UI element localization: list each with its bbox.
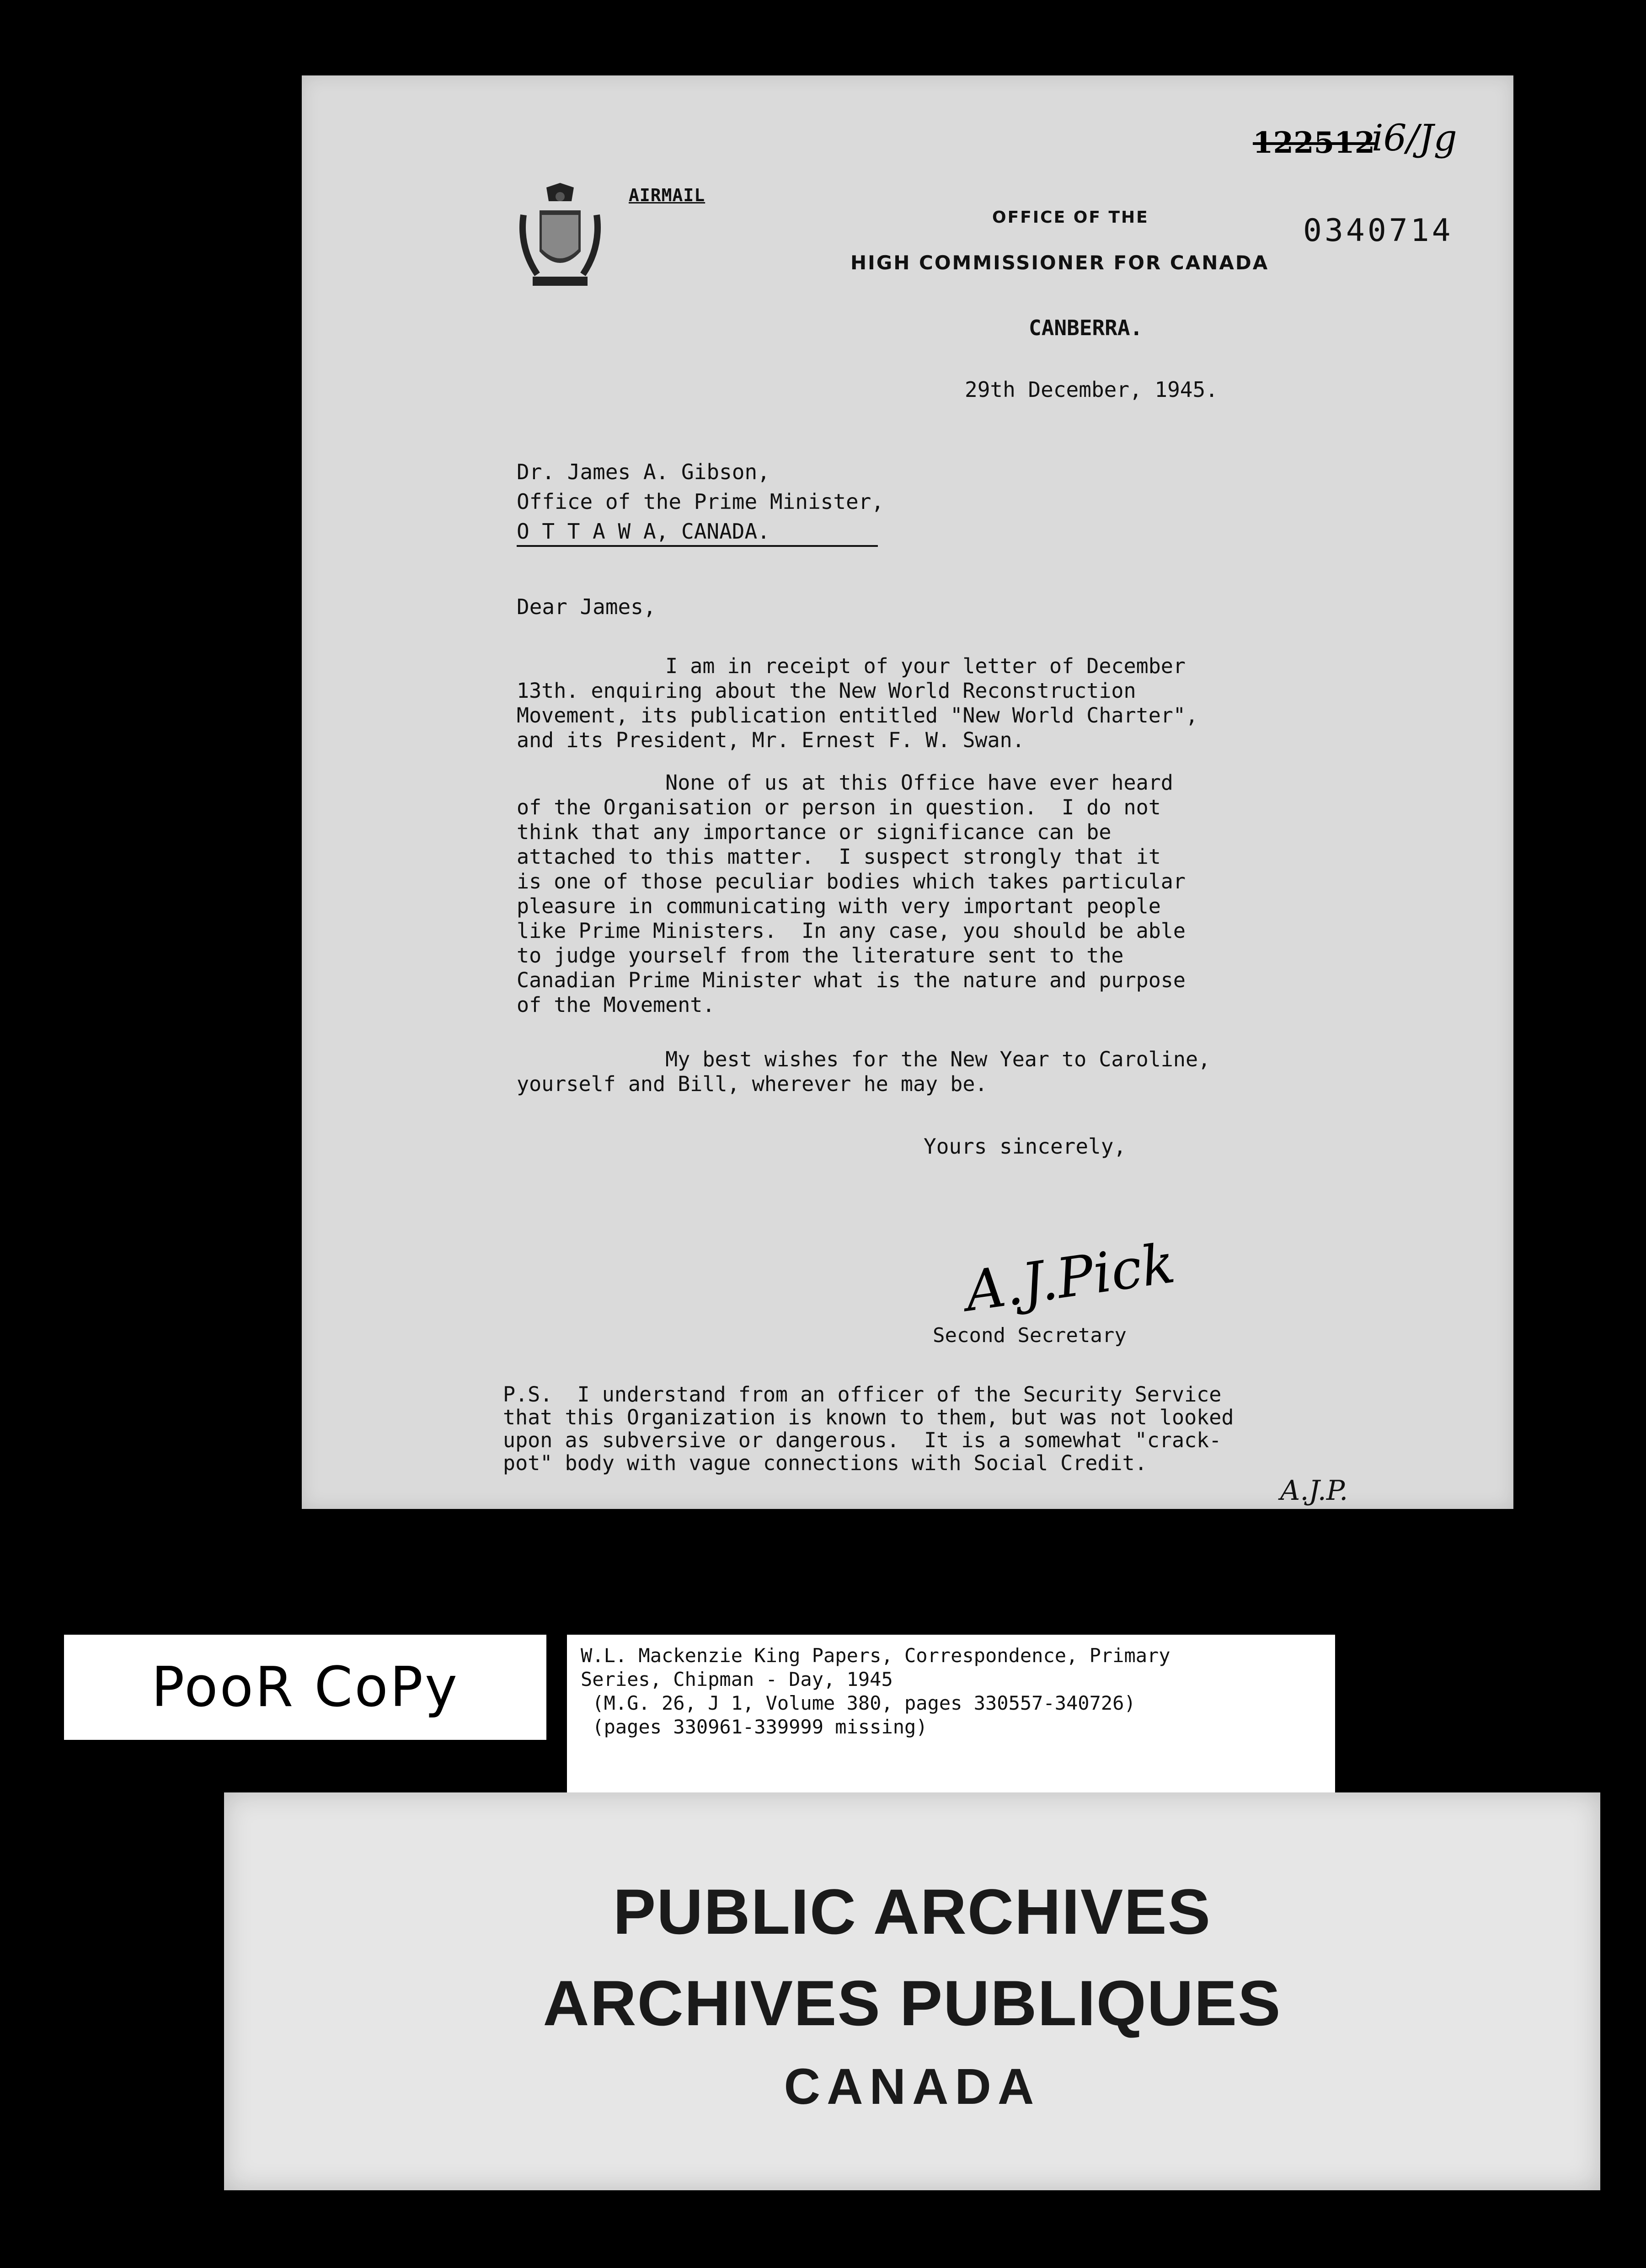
signature-title: Second Secretary: [933, 1324, 1127, 1347]
poor-copy-label: PooR CoPy: [64, 1635, 546, 1740]
archives-banner: [224, 1792, 1600, 2190]
letter-date: 29th December, 1945.: [965, 377, 1218, 402]
letterhead-line1: OFFICE OF THE: [992, 208, 1149, 227]
postscript: P.S. I understand from an officer of the Security Service that this Organization is known to them, but was not looked upon as subversive or dangerous. It is a somewhat "crack- pot" body with vague connections with Social Credit.: [503, 1382, 1234, 1475]
coat-of-arms-icon: [514, 183, 606, 293]
airmail-label: AIRMAIL: [629, 185, 705, 205]
handwritten-number: 122512: [1253, 126, 1375, 160]
address-line: Office of the Prime Minister,: [517, 489, 884, 514]
body-paragraph: My best wishes for the New Year to Caroline, yourself and Bill, wherever he may be.: [517, 1047, 1211, 1096]
handwritten-mark: i6/Jg: [1372, 117, 1457, 159]
address-underline: [517, 545, 878, 547]
letterhead-line2: HIGH COMMISSIONER FOR CANADA: [850, 251, 1269, 274]
banner-line2: ARCHIVES PUBLIQUES: [543, 1967, 1282, 2039]
banner-line1: PUBLIC ARCHIVES: [613, 1876, 1212, 1947]
city: CANBERRA.: [1029, 316, 1143, 340]
banner-line3: CANADA: [784, 2059, 1041, 2115]
initials: A.J.P.: [1280, 1475, 1348, 1507]
address-line: Dr. James A. Gibson,: [517, 460, 770, 484]
salutation: Dear James,: [517, 594, 656, 619]
body-paragraph: None of us at this Office have ever heard of the Organisation or person in question. I do not think that any importance or significance can be attached to this matter. I suspect strongly that it is one of those peculiar bodies which takes particular pleasure in communicating with very important people like Prime Ministers. In any case, you should be able to judge yourself from the literature sent to the Canadian Prime Minister what is the nature and purpose of the Movement.: [517, 770, 1186, 1017]
signature: A.J.Pick: [961, 1231, 1179, 1324]
body-paragraph: I am in receipt of your letter of December 13th. enquiring about the New World Reconstruction Movement, its publication entitled "New World Charter", and its President, Mr. Ernest F. W. Swan.: [517, 654, 1198, 752]
address-line: O T T A W A, CANADA.: [517, 519, 770, 544]
citation-label: W.L. Mackenzie King Papers, Correspondence, Primary Series, Chipman - Day, 1945 (M.G. 26, J 1, Volume 380, pages 330557-340726) (pages 330961-339999 missing): [567, 1635, 1335, 1808]
archive-stamp-number: 0340714: [1303, 213, 1454, 249]
closing: Yours sincerely,: [924, 1134, 1127, 1159]
letter-page: [302, 75, 1513, 1509]
